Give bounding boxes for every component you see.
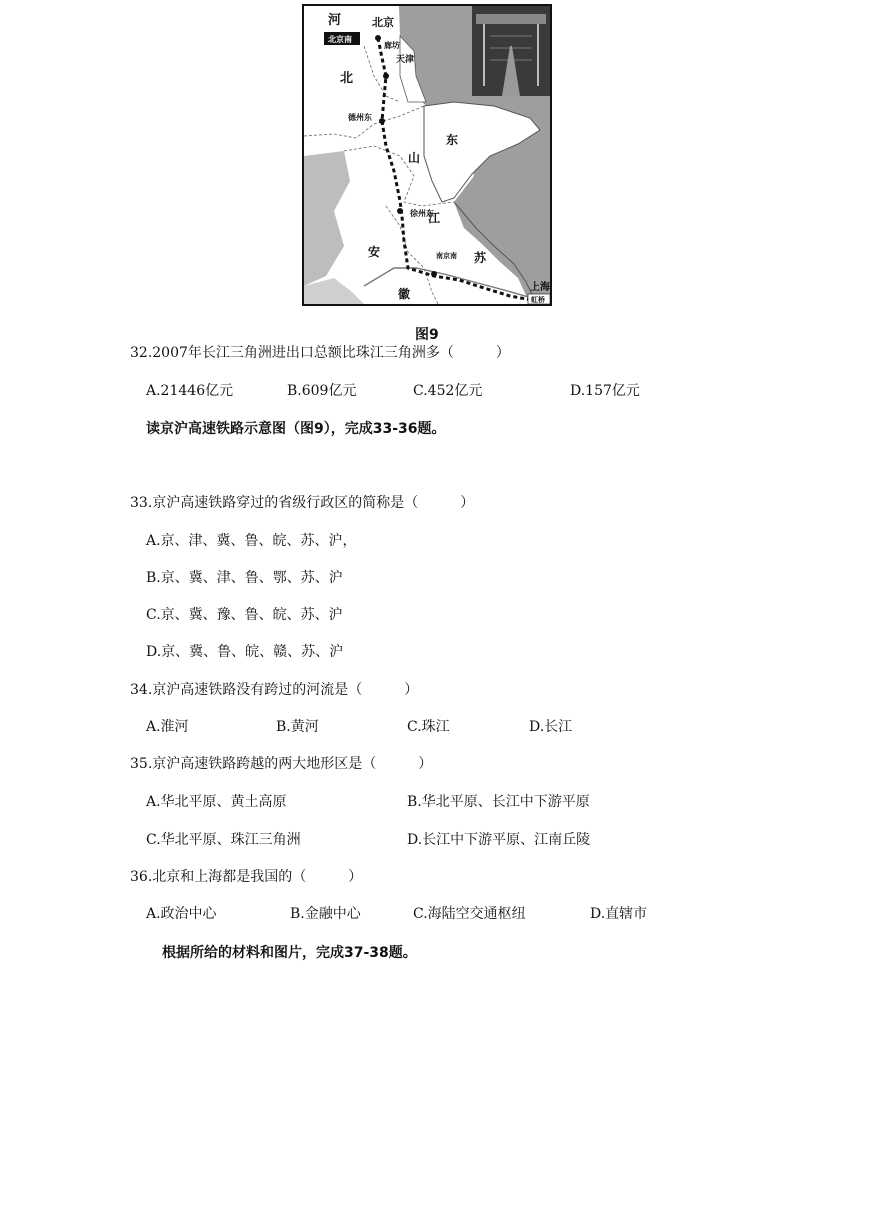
q36-option-c[interactable]: C.海陆空交通枢纽 [413, 906, 526, 922]
q32-option-b[interactable]: B.609亿元 [287, 383, 357, 399]
q33-option-c[interactable]: C.京、冀、豫、鲁、皖、苏、沪 [146, 607, 343, 623]
bridge-photo-inset [472, 6, 550, 96]
q33-option-b[interactable]: B.京、冀、津、鲁、鄂、苏、沪 [146, 570, 343, 586]
yangtze-river [364, 268, 532, 298]
question-34-stem: 34.京沪高速铁路没有跨过的河流是（ ） [130, 682, 419, 698]
province-boundary [304, 106, 424, 138]
label-shanghai: 上海 [530, 282, 550, 293]
q33-option-d[interactable]: D.京、冀、鲁、皖、赣、苏、沪 [146, 644, 344, 660]
label-anhui-2: 徽 [398, 287, 411, 301]
label-hebei-1: 河 [328, 13, 342, 28]
q32-option-c[interactable]: C.452亿元 [413, 383, 483, 399]
q34-option-c[interactable]: C.珠江 [407, 719, 450, 735]
q33-option-a[interactable]: A.京、津、冀、鲁、皖、苏、沪， [146, 533, 357, 549]
label-beijing-south: 北京南 [328, 35, 352, 44]
station-beijing-south [375, 35, 381, 41]
label-nanjing-south: 南京南 [436, 252, 457, 260]
station-tianjin [383, 73, 389, 79]
q34-option-d[interactable]: D.长江 [529, 719, 573, 735]
q36-option-a[interactable]: A.政治中心 [146, 906, 217, 922]
railway-map [304, 6, 550, 304]
label-hebei-2: 北 [340, 71, 354, 86]
q35-option-a[interactable]: A.华北平原、黄土高原 [146, 794, 287, 810]
question-35-stem: 35.京沪高速铁路跨越的两大地形区是（ ） [130, 756, 433, 772]
instruction-37-38: 根据所给的材料和图片，完成37-38题。 [162, 945, 417, 961]
question-36-stem: 36.北京和上海都是我国的（ ） [130, 869, 363, 885]
instruction-33-36: 读京沪高速铁路示意图（图9），完成33-36题。 [146, 421, 446, 437]
label-beijing: 北京 [372, 16, 394, 29]
q34-option-a[interactable]: A.淮河 [146, 719, 189, 735]
label-jiangsu-2: 苏 [474, 251, 487, 265]
label-shandong-2: 东 [446, 133, 459, 147]
q35-option-c[interactable]: C.华北平原、珠江三角洲 [146, 832, 301, 848]
label-xuzhou-east: 徐州东 [410, 209, 434, 218]
label-anhui-1: 安 [368, 245, 381, 259]
q36-option-d[interactable]: D.直辖市 [590, 906, 648, 922]
label-jiangsu-1: 江 [428, 211, 441, 225]
label-dezhou-east: 德州东 [348, 113, 372, 122]
station-nanjing-south [431, 271, 437, 277]
figure-caption: 图9 [415, 327, 439, 343]
label-hongqiao: 虹桥 [531, 296, 545, 304]
q35-option-d[interactable]: D.长江中下游平原、江南丘陵 [407, 832, 591, 848]
q32-option-a[interactable]: A.21446亿元 [146, 383, 234, 399]
q35-option-b[interactable]: B.华北平原、长江中下游平原 [407, 794, 590, 810]
question-33-stem: 33.京沪高速铁路穿过的省级行政区的简称是（ ） [130, 495, 475, 511]
railway-map-figure [302, 4, 552, 306]
question-32-stem: 32.2007年长江三角洲进出口总额比珠江三角洲多（ ） [130, 345, 510, 361]
q32-option-d[interactable]: D.157亿元 [570, 383, 640, 399]
q36-option-b[interactable]: B.金融中心 [290, 906, 361, 922]
label-langfang: 廊坊 [384, 41, 400, 50]
label-shandong-1: 山 [408, 151, 421, 165]
west-grey-area [304, 151, 350, 286]
station-dezhou-east [379, 118, 385, 124]
q34-option-b[interactable]: B.黄河 [276, 719, 319, 735]
station-xuzhou-east [397, 208, 403, 214]
label-tianjin: 天津 [396, 55, 415, 65]
